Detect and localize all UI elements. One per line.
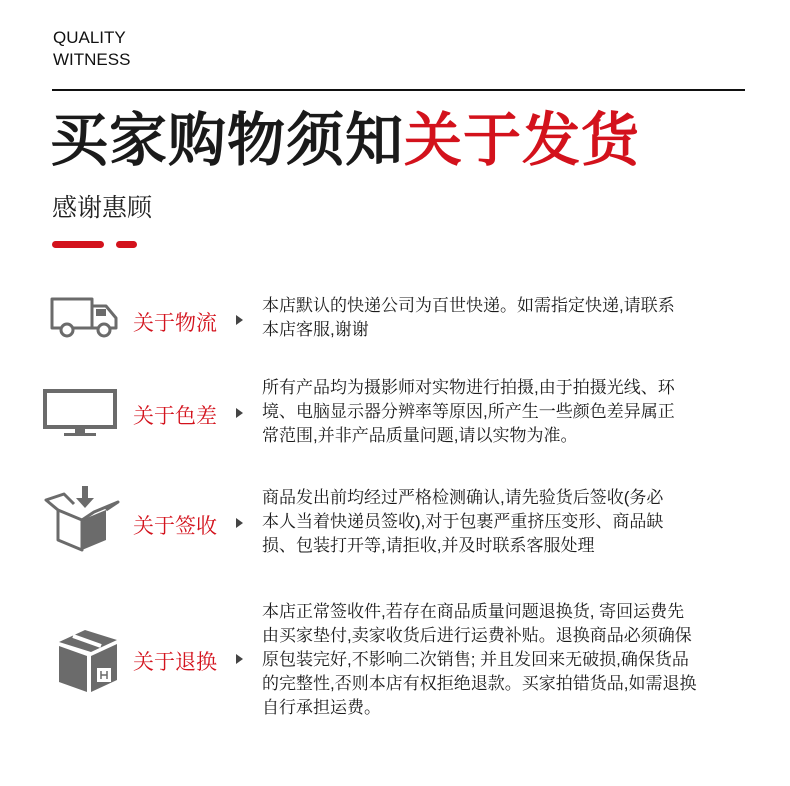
page-title bbox=[50, 104, 640, 178]
brand-line-1: QUALITY bbox=[53, 28, 126, 47]
section-label: 关于色差 bbox=[133, 405, 217, 428]
text-line: 自行承担运费。 bbox=[262, 698, 381, 717]
brand-logo bbox=[53, 27, 130, 71]
open-box-icon bbox=[42, 484, 122, 552]
text-line: 由买家垫付,卖家收货后进行运费补贴。退换商品必须确保 bbox=[262, 626, 692, 645]
brand-line-2: WITNESS bbox=[53, 50, 131, 69]
section-text bbox=[262, 376, 675, 448]
caret-right-icon bbox=[236, 315, 243, 325]
section-text bbox=[262, 600, 696, 720]
text-line: 常范围,并非产品质量问题,请以实物为准。 bbox=[262, 426, 578, 445]
text-line: 本店客服,谢谢 bbox=[262, 320, 369, 339]
section-text bbox=[262, 486, 663, 558]
section-label: 关于签收 bbox=[133, 515, 217, 538]
text-line: 原包装完好,不影响二次销售; 并且发回来无破损,确保货品 bbox=[262, 650, 689, 669]
subtitle: 感谢惠顾 bbox=[52, 194, 153, 222]
text-line: 所有产品均为摄影师对实物进行拍摄,由于拍摄光线、环 bbox=[262, 378, 675, 397]
title-main: 买家购物须知 bbox=[50, 108, 405, 173]
text-line: 的完整性,否则本店有权拒绝退款。买家拍错货品,如需退换 bbox=[262, 674, 697, 693]
section-label: 关于物流 bbox=[133, 312, 217, 335]
monitor-icon bbox=[40, 388, 120, 438]
caret-right-icon bbox=[236, 654, 243, 664]
accent-bar-long bbox=[52, 241, 104, 248]
text-line: 本店正常签收件,若存在商品质量问题退换货, 寄回运费先 bbox=[262, 602, 685, 621]
truck-icon bbox=[44, 296, 124, 338]
text-line: 商品发出前均经过严格检测确认,请先验货后签收(务必 bbox=[262, 488, 664, 507]
caret-right-icon bbox=[236, 408, 243, 418]
section-label: 关于退换 bbox=[133, 651, 217, 674]
accent-bar-short bbox=[116, 241, 137, 248]
section-text bbox=[262, 294, 675, 342]
caret-right-icon bbox=[236, 518, 243, 528]
text-line: 本人当着快递员签收),对于包裹严重挤压变形、商品缺 bbox=[262, 512, 664, 531]
package-icon bbox=[48, 626, 128, 694]
text-line: 境、电脑显示器分辨率等原因,所产生一些颜色差异属正 bbox=[262, 402, 675, 421]
text-line: 本店默认的快递公司为百世快递。如需指定快递,请联系 bbox=[262, 296, 675, 315]
text-line: 损、包装打开等,请拒收,并及时联系客服处理 bbox=[262, 536, 595, 555]
title-highlight: 关于发货 bbox=[404, 108, 641, 173]
header-divider bbox=[52, 89, 745, 91]
